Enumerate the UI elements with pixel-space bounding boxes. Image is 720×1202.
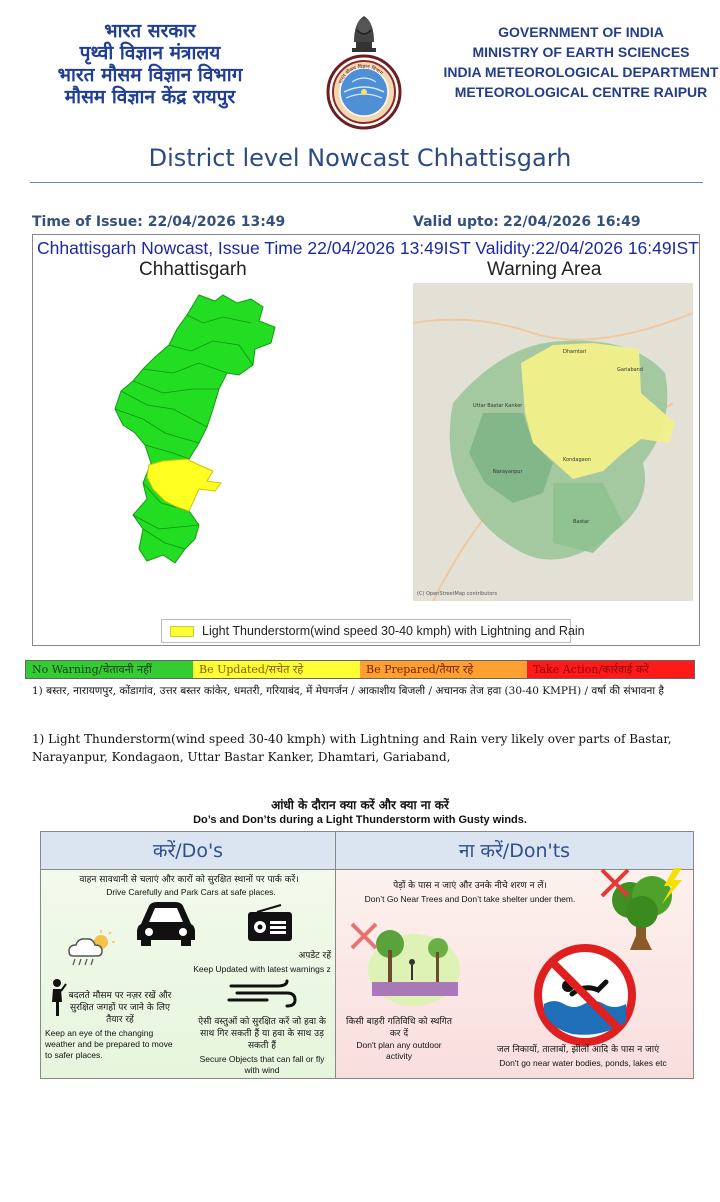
title-divider [30,182,703,183]
hindi-line: भारत मौसम विज्ञान विभाग [57,64,243,86]
scale-take-action: Take Action/कार्रवाई करें [527,661,694,678]
left-map-title: Chhattisgarh [139,259,247,280]
chhattisgarh-district-map [103,293,293,565]
avoid-trees-english: Don’t Go Near Trees and Don’t take shelter under them. [364,894,576,904]
car-icon [135,898,197,948]
place-label: Kondagaon [563,457,591,463]
place-label: Bastar [573,519,590,525]
donts-column [336,832,693,1078]
english-forecast-note: 1) Light Thunderstorm(wind speed 30-40 kmph) with Lightning and Rain very likely over parts of Bastar, Narayanpur, Kondagaon, Uttar Bastar Kanker, Dhamtari, Gariaband, [32,732,672,764]
page-title: District level Nowcast Chhattisgarh [148,144,572,172]
header [0,0,720,140]
english-line: GOVERNMENT OF INDIA [498,24,664,40]
warning-area-map [413,283,693,601]
keep-updated-hindi: अपडेट रहें [298,951,331,961]
english-line: MINISTRY OF EARTH SCIENCES [472,44,690,60]
english-line: INDIA METEOROLOGICAL DEPARTMENT [443,64,719,80]
water-bodies-hindi: जल निकायों, तालाबों, झीलों आदि के पास न जाएं [496,1045,660,1055]
hindi-forecast-note: 1) बस्तर, नारायणपुर, कोंडागांव, उत्तर बस्तर कांकेर, धमतरी, गरियाबंद, में मेघगर्जन / आकाशीय बिजली / अचानक तेज हवा (30-40 KMPH) / वर्षा की संभावना है [32,685,664,697]
radio-icon [247,904,293,942]
dos-column [41,832,336,1078]
outdoor-activity-english: Don't plan any outdoor activity [356,1040,442,1061]
rain-cloud-icon [65,930,117,970]
hindi-line: पृथ्वी विज्ञान मंत्रालय [79,42,221,64]
map-caption: Chhattisgarh Nowcast, Issue Time 22/04/2026 13:49IST Validity:22/04/2026 16:49IST [37,238,699,258]
outdoor-activity-icon [350,920,462,1010]
scale-no-warning: No Warning/चेतावनी नहीं [26,661,193,678]
hindi-line: भारत सरकार [104,20,196,42]
weather-watch-english: Keep an eye of the changing weather and be prepared to move to safer places. [45,1028,173,1060]
donts-header: ना करें/Don'ts [336,832,693,870]
place-label: Gariaband [617,367,644,373]
nowcast-map-panel [32,234,700,646]
valid-upto-label: Valid upto: [413,214,499,230]
water-bodies-english: Don't go near water bodies, ponds, lakes etc [499,1058,667,1068]
dos-donts-title-english: Do’s and Don’ts during a Light Thunderstorm with Gusty winds. [193,814,527,826]
scale-be-prepared: Be Prepared/तैयार रहे [360,661,527,678]
scale-be-updated: Be Updated/सचेत रहे [193,661,360,678]
dos-header: करें/Do's [41,832,335,870]
map-legend [161,619,585,643]
place-label: Uttar Bastar Kanker [473,403,523,409]
place-label: Narayanpur [493,469,523,475]
keep-updated-english: Keep Updated with latest warnings z [193,964,331,974]
time-of-issue: Time of Issue: 22/04/2026 13:49 [32,214,286,230]
english-line: METEOROLOGICAL CENTRE RAIPUR [454,84,708,100]
outdoor-activity-hindi: किसी बाहरी गतिविधि को स्थगित कर दें [346,1017,452,1039]
hindi-line: मौसम विज्ञान केंद्र रायपुर [64,86,236,108]
secure-objects-hindi: ऐसी वस्तुओं को सुरक्षित करें जो हवा के साथ गिर सकती हैं या हवा के साथ उड़ सकती हैं [198,1017,326,1051]
hindi-title-block [30,20,270,108]
right-map-title: Warning Area [487,259,602,280]
secure-objects-english: Secure Objects that can fall or fly with wind [199,1054,325,1075]
valid-upto-value: 22/04/2026 16:49 [503,214,641,230]
imd-emblem-icon [326,8,402,136]
legend-label: Light Thunderstorm(wind speed 30-40 kmph) with Lightning and Rain [202,624,585,638]
place-label: Dhamtari [563,349,587,355]
english-title-block [440,22,720,102]
park-cars-english: Drive Carefully and Park Cars at safe places. [106,887,276,897]
seal-text: भारत मौसम विज्ञान विभाग [337,63,384,85]
weather-watch-hindi: बदलते मौसम पर नज़र रखें और सुरक्षित जगहों पर जाने के लिए तैयार रहें [68,991,172,1025]
park-cars-hindi: वाहन सावधानी से चलाएं और कारों को सुरक्षित स्थानों पर पार्क करें। [79,875,299,885]
legend-swatch [170,626,194,637]
dos-donts-panel [40,831,694,1079]
warning-scale [25,660,695,679]
avoid-trees-hindi: पेड़ों के पास न जाएं और उनके नीचे शरण न लें। [393,881,547,891]
tree-lightning-icon [600,866,690,952]
no-swimming-icon [532,942,638,1048]
dos-donts-title-hindi: आंधी के दौरान क्या करें और क्या ना करें [271,798,449,812]
wind-icon [227,978,297,1008]
map-attribution: (C) OpenStreetMap contributors [417,591,498,597]
